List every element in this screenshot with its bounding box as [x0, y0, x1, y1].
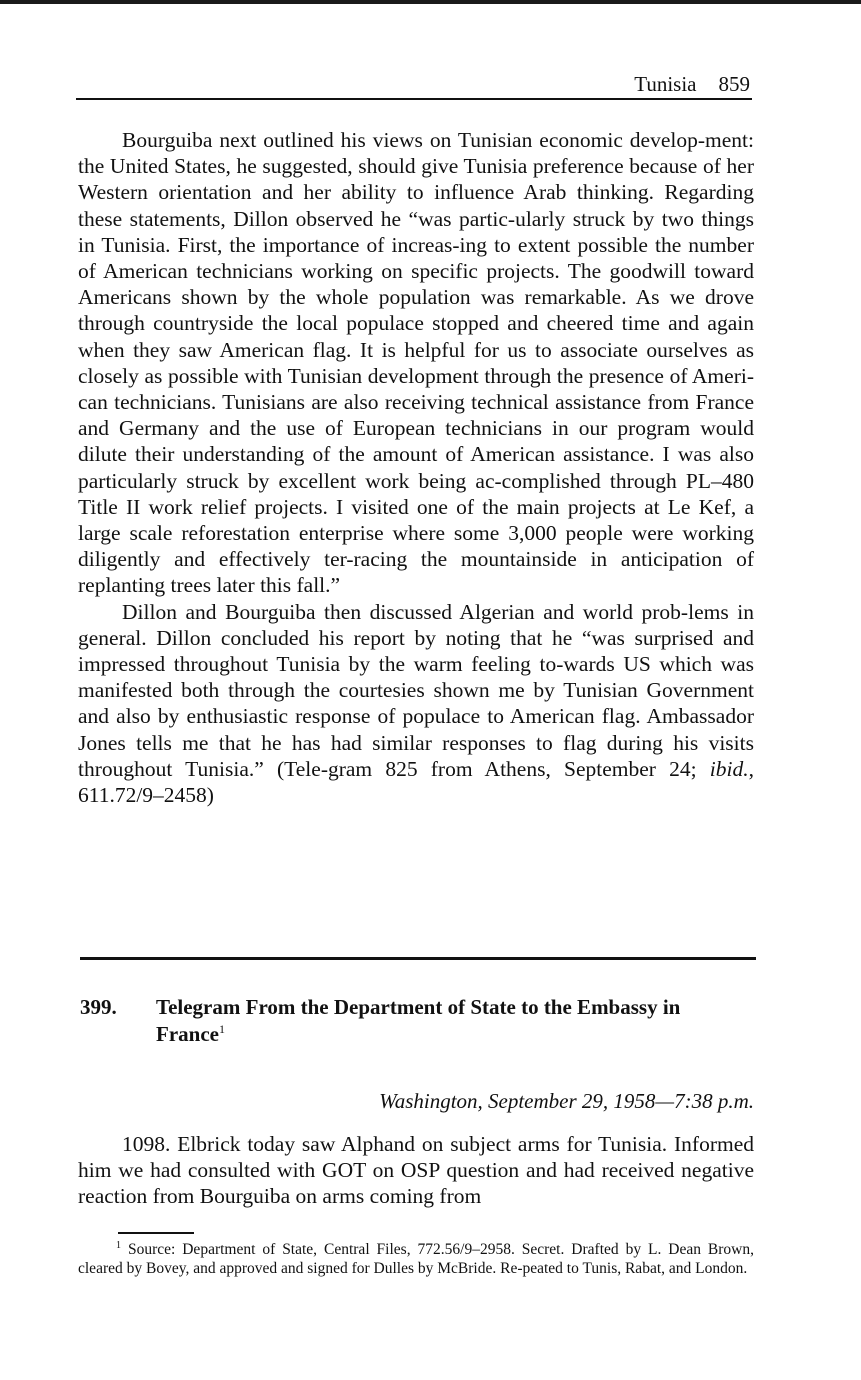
document-number: 399. — [80, 995, 117, 1019]
running-title: Tunisia — [634, 72, 697, 96]
ibid-citation: ibid. — [709, 756, 749, 781]
paragraph-text: Dillon and Bourguiba then discussed Algerian and world prob-lems in general. Dillon concluded his report by noting that he “was surprised and impressed throughout Tunisia by the warm feeling to-wards US which was manifested both through the courtesies shown me by Tunisian Government and also by enthusiastic response of populace to American flag. Ambassador Jones tells me that he has had similar responses to flag during his visits throughout Tunisia.” (Tele-gram 825 from Athens, September 24; — [78, 599, 754, 781]
footnote-text: Source: Department of State, Central Files, 772.56/9–2958. Secret. Drafted by L. Dean Brown, cleared by Bovey, and approved and signed for Dulles by McBride. Re-peated to Tunis, Rabat, and London. — [78, 1241, 755, 1277]
header-rule — [76, 98, 752, 100]
paragraph-dillon-bourguiba — [78, 599, 754, 809]
footnote-number: 1 — [116, 1239, 121, 1251]
paragraph-economic-development: Bourguiba next outlined his views on Tunisian economic develop-ment: the United States, he suggested, should give Tunisia preference because of her Western orientation and her ability to influence Arab thinking. Regarding these statements, Dillon observed he “was partic-ularly struck by two things in Tunisia. First, the importance of increas-ing to extent possible the number of American technicians working on specific projects. The goodwill toward Americans shown by the whole population was remarkable. As we drove through countryside the local populace stopped and cheered time and again when they saw American flag. It is helpful for us to associate ourselves as closely as possible with Tunisian development through the presence of Ameri-can technicians. Tunisians are also receiving technical assistance from France and Germany and the use of European technicians in our program would dilute their understanding of the amount of American assistance. I was also particularly struck by excellent work being ac-complished through PL–480 Title II work relief projects. I visited one of the main projects at Le Kef, a large scale reforestation enterprise where some 3,000 people were working diligently and effectively ter-racing the mountainside in anticipation of replanting trees later this fall.” — [78, 128, 754, 598]
paragraph-text-end: , 611.72/9–2458) — [78, 756, 754, 808]
document-title-text: Telegram From the Department of State to the Embassy in France — [156, 995, 681, 1046]
document-title — [156, 994, 754, 1048]
running-head — [78, 70, 750, 98]
paragraph-telegram-body: 1098. Elbrick today saw Alphand on subject arms for Tunisia. Informed him we had consulted with GOT on OSP question and had received negative reaction from Bourguiba on arms coming from — [78, 1132, 754, 1209]
page-number: 859 — [718, 72, 750, 96]
section-divider — [80, 957, 756, 960]
dateline: Washington, September 29, 1958—7:38 p.m. — [379, 1089, 754, 1113]
page-top-edge — [0, 0, 861, 4]
telegram-text — [78, 1131, 754, 1210]
footnote — [78, 1240, 754, 1278]
footnote-marker[interactable]: 1 — [218, 1022, 225, 1036]
footnote-rule — [118, 1232, 194, 1234]
section-text — [78, 127, 754, 808]
